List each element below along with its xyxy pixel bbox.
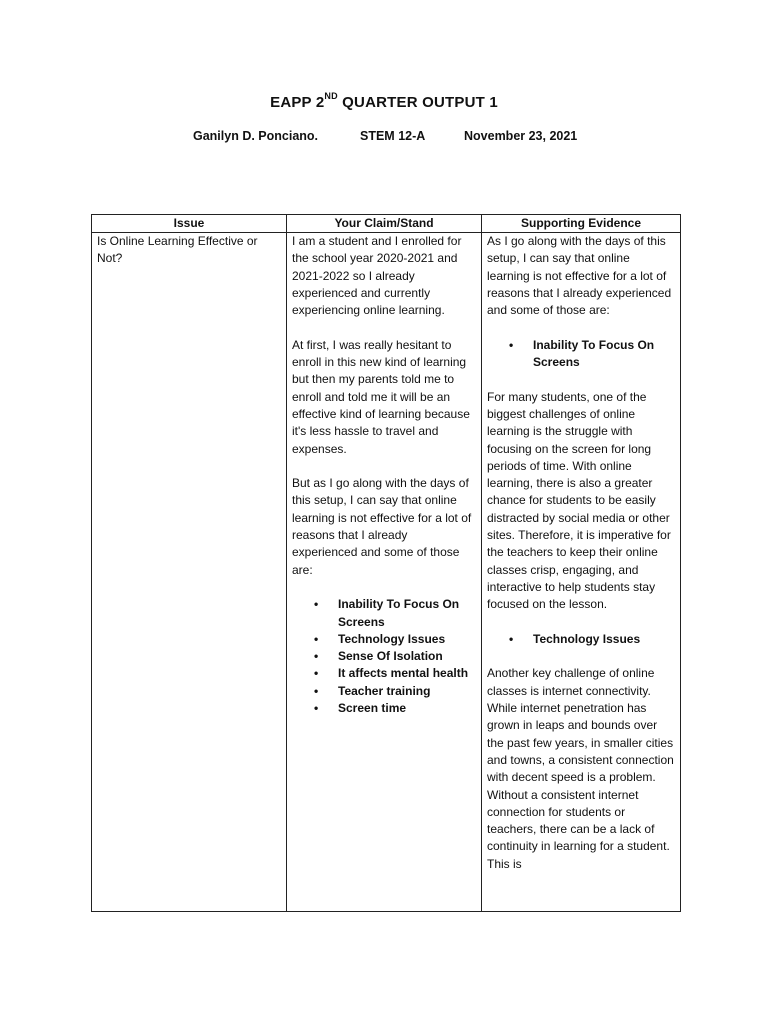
claim-paragraph-1: I am a student and I enrolled for the school year 2020-2021 and 2021-2022 so I already experienced and currently experiencing online learning. xyxy=(292,234,462,318)
list-item: • It affects mental health xyxy=(338,665,476,682)
evidence-heading-1 xyxy=(487,337,675,372)
list-item: • Inability To Focus On Screens xyxy=(533,337,675,372)
list-item: • Technology Issues xyxy=(533,631,675,648)
student-name: Ganilyn D. Ponciano. xyxy=(193,129,319,143)
evidence-cell xyxy=(482,233,681,912)
table-row xyxy=(92,233,681,912)
title-prefix: EAPP 2 xyxy=(270,94,325,111)
header-issue: Issue xyxy=(92,215,287,233)
list-item: • Sense Of Isolation xyxy=(338,648,476,665)
claim-paragraph-3: But as I go along with the days of this setup, I can say that online learning is not effective for a lot of reasons that I already experienced and some of those are: xyxy=(292,476,472,577)
student-section: STEM 12-A xyxy=(360,129,426,143)
issue-text: Is Online Learning Effective or Not? xyxy=(97,234,258,266)
document-title xyxy=(0,91,768,111)
table-header-row xyxy=(92,215,681,233)
list-item: • Inability To Focus On Screens xyxy=(338,596,476,631)
claim-reasons-list xyxy=(292,596,476,717)
issue-cell xyxy=(92,233,287,912)
list-item: • Screen time xyxy=(338,700,476,717)
claim-cell xyxy=(287,233,482,912)
claim-paragraph-2: At first, I was really hesitant to enroll in this new kind of learning but then my parents told me to enroll and told me it will be an effective kind of learning because it's less hassle to travel and expenses. xyxy=(292,337,470,456)
evidence-heading-2 xyxy=(487,631,675,648)
submission-date: November 23, 2021 xyxy=(464,129,578,143)
list-item: • Technology Issues xyxy=(338,631,476,648)
title-superscript: ND xyxy=(324,91,338,101)
list-item: • Teacher training xyxy=(338,683,476,700)
header-evidence: Supporting Evidence xyxy=(482,215,681,233)
title-suffix: QUARTER OUTPUT 1 xyxy=(337,94,498,111)
argument-table xyxy=(91,214,681,912)
header-claim: Your Claim/Stand xyxy=(287,215,482,233)
evidence-paragraph-2: Another key challenge of online classes is internet connectivity. While internet penetration has grown in leaps and bounds over the past few years, in smaller cities and towns, a consistent connection with decent speed is a problem. Without a consistent internet connection for students or teachers, there can be a lack of continuity in learning for a student. This is xyxy=(487,666,674,871)
evidence-paragraph-1: For many students, one of the biggest challenges of online learning is the struggle with focusing on the screen for long periods of time. With online learning, there is also a greater chance for students to be easily distracted by social media or other sites. Therefore, it is imperative for the teachers to keep their online classes crisp, engaging, and interactive to help students stay focused on the lesson. xyxy=(487,389,671,612)
evidence-intro: As I go along with the days of this setup, I can say that online learning is not effective for a lot of reasons that I already experienced and some of those are: xyxy=(487,234,672,318)
